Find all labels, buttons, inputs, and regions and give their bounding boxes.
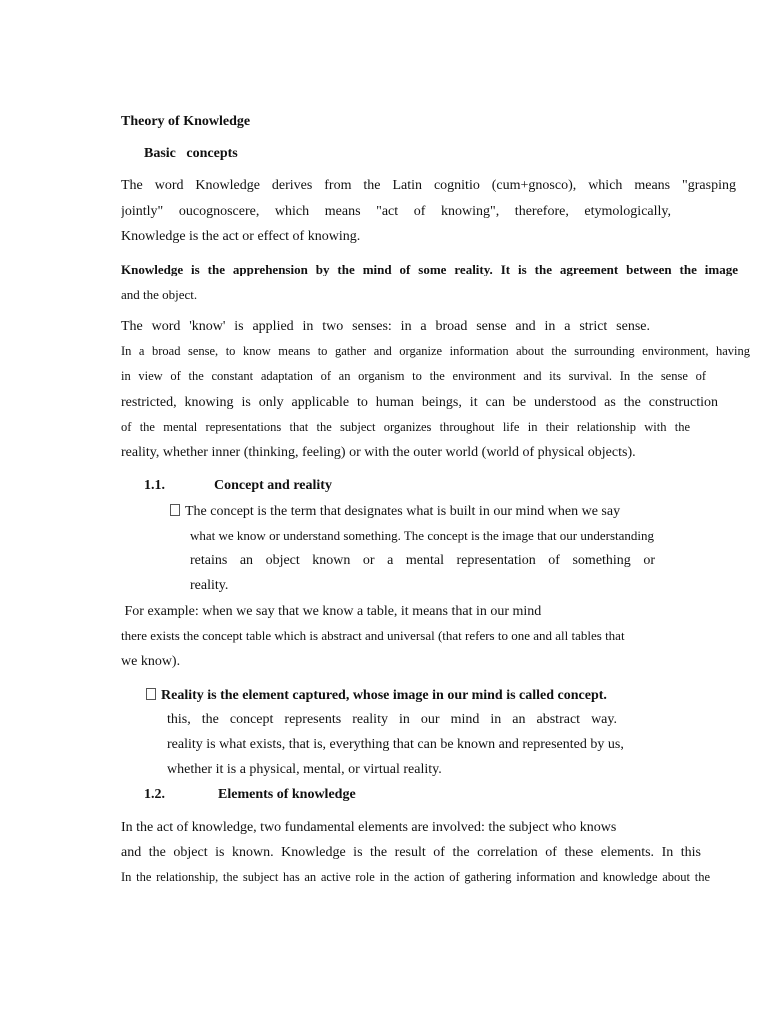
section-1-heading: Concept and reality xyxy=(214,478,332,493)
section-subtitle: Basic concepts xyxy=(144,146,238,161)
bullet-2-heading xyxy=(146,688,607,703)
senses-line-4: restricted, knowing is only applicable to human beings, it can be understood as the construction xyxy=(121,396,718,410)
senses-line-1: The word 'know' is applied in two senses: in a broad sense and in a strict sense. xyxy=(121,320,650,334)
section-2-number: 1.2. xyxy=(144,787,165,802)
intro-line-1: The word Knowledge derives from the Latin cognitio (cum+gnosco), which means "grasping xyxy=(121,179,736,193)
elements-line-3: In the relationship, the subject has an active role in the action of gathering information and knowledge about the xyxy=(121,871,710,884)
intro-line-3: Knowledge is the act or effect of knowing. xyxy=(121,229,361,244)
senses-line-3: in view of the constant adaptation of an organism to the environment and its survival. In the sense of xyxy=(121,370,706,383)
example-line-1: For example: when we say that we know a table, it means that in our mind xyxy=(121,604,542,619)
section-1-number: 1.1. xyxy=(144,478,165,493)
bullet-2-line-2: reality is what exists, that is, everything that can be known and represented by us, xyxy=(167,737,624,752)
bullet-1-text: The concept is the term that designates what is built in our mind when we say xyxy=(185,504,621,519)
checkbox-bullet-icon xyxy=(170,504,180,516)
bullet-2-line-3: whether it is a physical, mental, or virtual reality. xyxy=(167,762,442,777)
example-line-3: we know). xyxy=(121,654,181,669)
senses-line-6: reality, whether inner (thinking, feeling) or with the outer world (world of physical objects). xyxy=(121,445,636,460)
bullet-2-line-1: this, the concept represents reality in our mind in an abstract way. xyxy=(167,713,617,727)
bullet-1-line-2: what we know or understand something. The concept is the image that our understanding xyxy=(190,528,655,543)
bullet-1-first-line xyxy=(170,504,620,519)
bullet-2-heading-text: Reality is the element captured, whose image in our mind is called concept. xyxy=(161,688,607,703)
example-line-2: there exists the concept table which is abstract and universal (that refers to one and all tables that xyxy=(121,628,625,643)
document-title: Theory of Knowledge xyxy=(121,114,251,129)
elements-line-1: In the act of knowledge, two fundamental elements are involved: the subject who knows xyxy=(121,820,617,835)
intro-line-2: jointly" oucognoscere, which means "act of knowing", therefore, etymologically, xyxy=(121,205,671,219)
section-2-heading: Elements of knowledge xyxy=(218,787,356,802)
definition-bold: Knowledge is the apprehension by the mind of some reality. It is the agreement between the image xyxy=(121,263,738,276)
senses-line-2: In a broad sense, to know means to gather and organize information about the surrounding environment, having xyxy=(121,345,750,358)
bullet-1-line-4: reality. xyxy=(190,578,229,593)
checkbox-bullet-icon xyxy=(146,688,156,700)
bullet-1-line-3: retains an object known or a mental representation of something or xyxy=(190,554,655,568)
senses-line-5: of the mental representations that the subject organizes throughout life in their relationship with the xyxy=(121,421,690,434)
definition-rest: and the object. xyxy=(121,287,198,302)
elements-line-2: and the object is known. Knowledge is the result of the correlation of these elements. In this xyxy=(121,846,701,860)
